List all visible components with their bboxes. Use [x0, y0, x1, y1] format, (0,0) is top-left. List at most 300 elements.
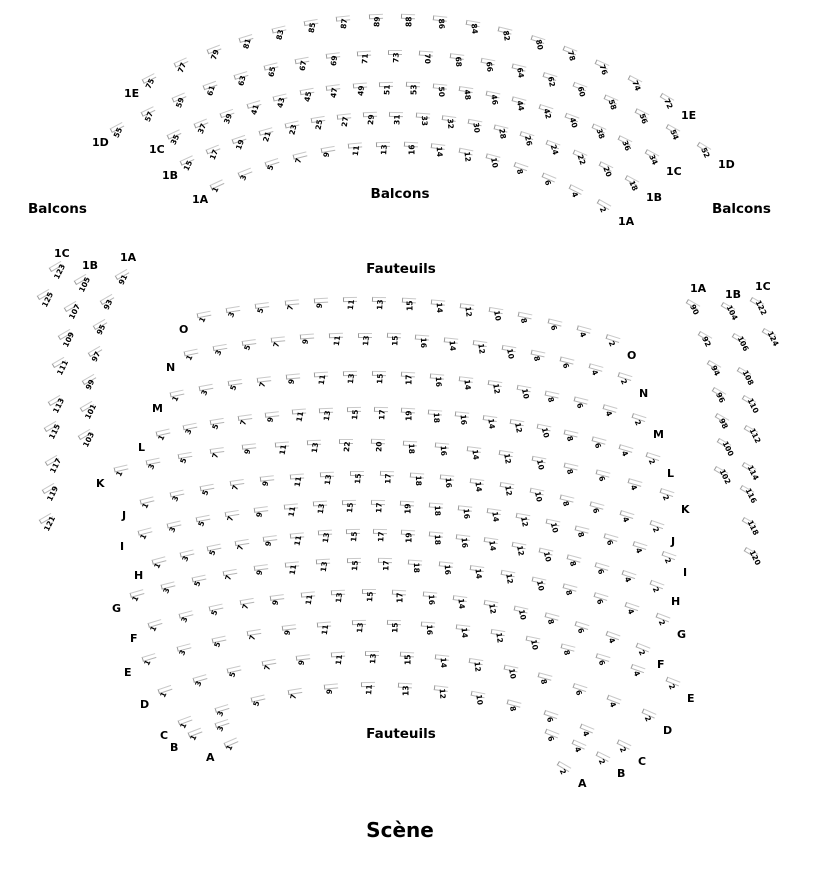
seat-1A-11[interactable]: [348, 143, 364, 159]
seat-1B-30[interactable]: [468, 120, 484, 136]
seat-1B-22[interactable]: [573, 152, 589, 168]
seat-J-2[interactable]: [650, 522, 666, 538]
seat-H-9[interactable]: [263, 536, 279, 552]
seat-1A-14[interactable]: [431, 144, 447, 160]
seat-F-4[interactable]: [606, 633, 622, 649]
seat-F-3[interactable]: [179, 612, 195, 628]
seat-J-9[interactable]: [260, 476, 276, 492]
seat-K-7[interactable]: [210, 448, 226, 464]
seat-1A-91[interactable]: [115, 272, 131, 288]
seat-H-17[interactable]: [373, 529, 389, 545]
seat-1B-110[interactable]: [742, 396, 761, 415]
seat-M-7[interactable]: [257, 377, 273, 393]
seat-M-3[interactable]: [199, 385, 215, 401]
seat-J-13[interactable]: [320, 472, 336, 488]
seat-1C-45[interactable]: [300, 89, 316, 105]
seat-D-4[interactable]: [607, 697, 623, 713]
seat-O-1[interactable]: [197, 312, 213, 328]
seat-1E-84[interactable]: [466, 21, 482, 37]
seat-1A-99[interactable]: [82, 377, 98, 393]
seat-1B-17[interactable]: [206, 147, 222, 163]
seat-1E-87[interactable]: [336, 16, 352, 32]
seat-D-2[interactable]: [642, 711, 658, 727]
seat-N-3[interactable]: [213, 345, 229, 361]
seat-M-8[interactable]: [545, 392, 561, 408]
seat-N-13[interactable]: [358, 333, 374, 349]
seat-I-10[interactable]: [546, 520, 562, 536]
seat-N-15[interactable]: [387, 333, 403, 349]
seat-J-6[interactable]: [590, 503, 606, 519]
seat-1B-20[interactable]: [599, 164, 615, 180]
seat-1C-35[interactable]: [167, 132, 183, 148]
seat-F-8[interactable]: [545, 614, 561, 630]
seat-1B-31[interactable]: [389, 112, 405, 128]
seat-J-17[interactable]: [380, 471, 396, 487]
seat-E-13[interactable]: [352, 620, 368, 636]
seat-M-14[interactable]: [459, 377, 475, 393]
seat-1D-59[interactable]: [172, 95, 188, 111]
seat-H-6[interactable]: [595, 564, 611, 580]
seat-1C-41[interactable]: [247, 102, 263, 118]
seat-M-12[interactable]: [488, 381, 504, 397]
seat-1A-98[interactable]: [715, 416, 731, 432]
seat-1C-40[interactable]: [565, 115, 581, 131]
seat-1A-94[interactable]: [707, 363, 723, 379]
seat-D-13[interactable]: [365, 651, 381, 667]
seat-1A-10[interactable]: [486, 155, 502, 171]
seat-I-18[interactable]: [429, 503, 445, 519]
seat-J-12[interactable]: [500, 483, 516, 499]
seat-1E-74[interactable]: [628, 78, 644, 94]
seat-1B-113[interactable]: [48, 396, 67, 415]
seat-1A-4[interactable]: [569, 187, 585, 203]
seat-1B-108[interactable]: [737, 368, 756, 387]
seat-N-7[interactable]: [271, 337, 287, 353]
seat-1D-55[interactable]: [110, 125, 126, 141]
seat-1B-106[interactable]: [732, 334, 751, 353]
seat-1A-95[interactable]: [93, 322, 109, 338]
seat-1B-112[interactable]: [744, 426, 763, 445]
seat-1E-75[interactable]: [142, 76, 158, 92]
seat-M-6[interactable]: [574, 398, 590, 414]
seat-K-5[interactable]: [178, 453, 194, 469]
seat-E-12[interactable]: [491, 630, 507, 646]
seat-1C-50[interactable]: [433, 84, 449, 100]
seat-1A-5[interactable]: [265, 160, 281, 176]
seat-L-9[interactable]: [265, 412, 281, 428]
seat-1B-27[interactable]: [337, 114, 353, 130]
seat-1C-42[interactable]: [539, 106, 555, 122]
seat-1A-8[interactable]: [514, 164, 530, 180]
seat-1C-122[interactable]: [750, 298, 769, 317]
seat-O-5[interactable]: [255, 303, 271, 319]
seat-B-1[interactable]: [188, 730, 204, 746]
seat-C-2[interactable]: [617, 742, 633, 758]
seat-1A-3[interactable]: [238, 170, 254, 186]
seat-I-9[interactable]: [254, 507, 270, 523]
seat-1C-38[interactable]: [592, 126, 608, 142]
seat-1B-115[interactable]: [44, 422, 63, 441]
seat-L-16[interactable]: [455, 412, 471, 428]
seat-1B-18[interactable]: [625, 178, 641, 194]
seat-G-12[interactable]: [501, 571, 517, 587]
seat-F-15[interactable]: [362, 589, 378, 605]
seat-G-10[interactable]: [532, 578, 548, 594]
seat-C-4[interactable]: [580, 726, 596, 742]
seat-1D-64[interactable]: [512, 65, 528, 81]
seat-K-4[interactable]: [628, 480, 644, 496]
seat-F-13[interactable]: [331, 590, 347, 606]
seat-1A-2[interactable]: [597, 202, 613, 218]
seat-1C-36[interactable]: [618, 138, 634, 154]
seat-1D-56[interactable]: [635, 111, 651, 127]
seat-C-7[interactable]: [288, 689, 304, 705]
seat-N-8[interactable]: [531, 351, 547, 367]
seat-I-14[interactable]: [487, 509, 503, 525]
seat-K-2[interactable]: [660, 490, 676, 506]
seat-K-16[interactable]: [435, 443, 451, 459]
seat-L-1[interactable]: [156, 430, 172, 446]
seat-F-10[interactable]: [514, 607, 530, 623]
seat-G-11[interactable]: [285, 562, 301, 578]
seat-1B-26[interactable]: [520, 133, 536, 149]
seat-J-11[interactable]: [290, 474, 306, 490]
seat-O-13[interactable]: [372, 297, 388, 313]
seat-C-13[interactable]: [398, 683, 414, 699]
seat-H-4[interactable]: [622, 572, 638, 588]
seat-1E-78[interactable]: [563, 48, 579, 64]
seat-L-13[interactable]: [319, 408, 335, 424]
seat-1D-65[interactable]: [264, 64, 280, 80]
seat-I-16[interactable]: [458, 506, 474, 522]
seat-L-10[interactable]: [537, 425, 553, 441]
seat-1C-53[interactable]: [406, 82, 422, 98]
seat-B-4[interactable]: [572, 742, 588, 758]
seat-1B-23[interactable]: [285, 122, 301, 138]
seat-M-5[interactable]: [228, 380, 244, 396]
seat-M-15[interactable]: [372, 371, 388, 387]
seat-D-9[interactable]: [296, 655, 312, 671]
seat-K-18[interactable]: [403, 441, 419, 457]
seat-G-17[interactable]: [378, 558, 394, 574]
seat-1A-16[interactable]: [404, 142, 420, 158]
seat-C-8[interactable]: [507, 701, 523, 717]
seat-I-7[interactable]: [225, 511, 241, 527]
seat-H-15[interactable]: [346, 529, 362, 545]
seat-D-8[interactable]: [538, 674, 554, 690]
seat-1A-93[interactable]: [100, 297, 116, 313]
seat-F-16[interactable]: [423, 592, 439, 608]
seat-I-15[interactable]: [342, 500, 358, 516]
seat-N-11[interactable]: [329, 333, 345, 349]
seat-G-6[interactable]: [594, 594, 610, 610]
seat-E-16[interactable]: [421, 622, 437, 638]
seat-M-4[interactable]: [603, 406, 619, 422]
seat-E-11[interactable]: [317, 622, 333, 638]
seat-1E-77[interactable]: [174, 60, 190, 76]
seat-I-12[interactable]: [516, 514, 532, 530]
seat-1D-54[interactable]: [666, 127, 682, 143]
seat-D-10[interactable]: [504, 666, 520, 682]
seat-G-7[interactable]: [223, 570, 239, 586]
seat-1D-52[interactable]: [697, 145, 713, 161]
seat-F-12[interactable]: [484, 601, 500, 617]
seat-1C-46[interactable]: [486, 92, 502, 108]
seat-H-10[interactable]: [539, 549, 555, 565]
seat-1B-29[interactable]: [363, 112, 379, 128]
seat-1D-69[interactable]: [326, 53, 342, 69]
seat-1B-19[interactable]: [232, 137, 248, 153]
seat-E-1[interactable]: [142, 655, 158, 671]
seat-1B-114[interactable]: [742, 463, 761, 482]
seat-L-3[interactable]: [183, 424, 199, 440]
seat-O-15[interactable]: [402, 298, 418, 314]
seat-F-11[interactable]: [301, 592, 317, 608]
seat-N-6[interactable]: [560, 358, 576, 374]
seat-L-12[interactable]: [510, 420, 526, 436]
seat-F-5[interactable]: [209, 605, 225, 621]
seat-1C-124[interactable]: [762, 329, 781, 348]
seat-E-3[interactable]: [177, 645, 193, 661]
seat-1A-7[interactable]: [293, 153, 309, 169]
seat-G-8[interactable]: [563, 585, 579, 601]
seat-I-8[interactable]: [575, 527, 591, 543]
seat-G-5[interactable]: [192, 576, 208, 592]
seat-1D-70[interactable]: [419, 51, 435, 67]
seat-K-13[interactable]: [307, 440, 323, 456]
seat-G-4[interactable]: [625, 604, 641, 620]
seat-1E-76[interactable]: [595, 62, 611, 78]
seat-F-9[interactable]: [270, 595, 286, 611]
seat-1D-63[interactable]: [234, 73, 250, 89]
seat-1D-61[interactable]: [203, 83, 219, 99]
seat-L-4[interactable]: [619, 446, 635, 462]
seat-1D-66[interactable]: [481, 59, 497, 75]
seat-J-15[interactable]: [350, 471, 366, 487]
seat-K-20[interactable]: [371, 439, 387, 455]
seat-I-11[interactable]: [284, 504, 300, 520]
seat-G-9[interactable]: [254, 565, 270, 581]
seat-L-17[interactable]: [374, 407, 390, 423]
seat-G-3[interactable]: [161, 583, 177, 599]
seat-1D-73[interactable]: [388, 50, 404, 66]
seat-1C-123[interactable]: [49, 262, 68, 281]
seat-1A-6[interactable]: [542, 175, 558, 191]
seat-O-11[interactable]: [343, 297, 359, 313]
seat-J-10[interactable]: [530, 489, 546, 505]
seat-K-9[interactable]: [242, 444, 258, 460]
seat-1D-57[interactable]: [141, 109, 157, 125]
seat-I-3[interactable]: [167, 522, 183, 538]
seat-1B-21[interactable]: [259, 129, 275, 145]
seat-1D-67[interactable]: [295, 58, 311, 74]
seat-L-5[interactable]: [210, 419, 226, 435]
seat-F-14[interactable]: [453, 596, 469, 612]
seat-1A-92[interactable]: [698, 334, 714, 350]
seat-J-7[interactable]: [230, 480, 246, 496]
seat-G-13[interactable]: [316, 559, 332, 575]
seat-M-1[interactable]: [170, 391, 186, 407]
seat-1E-89[interactable]: [369, 14, 385, 30]
seat-G-1[interactable]: [130, 591, 146, 607]
seat-G-18[interactable]: [408, 560, 424, 576]
seat-O-12[interactable]: [460, 304, 476, 320]
seat-E-4[interactable]: [631, 666, 647, 682]
seat-D-11[interactable]: [331, 652, 347, 668]
seat-1E-83[interactable]: [272, 27, 288, 43]
seat-E-15[interactable]: [387, 620, 403, 636]
seat-D-6[interactable]: [573, 685, 589, 701]
seat-I-19[interactable]: [400, 501, 416, 517]
seat-M-10[interactable]: [517, 386, 533, 402]
seat-O-3[interactable]: [226, 307, 242, 323]
seat-D-7[interactable]: [262, 660, 278, 676]
seat-H-5[interactable]: [207, 545, 223, 561]
seat-1A-9[interactable]: [321, 147, 337, 163]
seat-L-18[interactable]: [428, 410, 444, 426]
seat-1C-34[interactable]: [645, 152, 661, 168]
seat-N-1[interactable]: [184, 350, 200, 366]
seat-1B-105[interactable]: [74, 275, 93, 294]
seat-K-11[interactable]: [275, 442, 291, 458]
seat-J-8[interactable]: [560, 496, 576, 512]
seat-K-22[interactable]: [339, 439, 355, 455]
seat-1B-104[interactable]: [721, 303, 740, 322]
seat-L-19[interactable]: [401, 408, 417, 424]
seat-E-8[interactable]: [561, 645, 577, 661]
seat-K-6[interactable]: [596, 471, 612, 487]
seat-1D-68[interactable]: [450, 54, 466, 70]
seat-N-9[interactable]: [300, 334, 316, 350]
seat-1E-86[interactable]: [433, 16, 449, 32]
seat-1D-71[interactable]: [357, 51, 373, 67]
seat-H-14[interactable]: [484, 538, 500, 554]
seat-J-1[interactable]: [140, 498, 156, 514]
seat-H-3[interactable]: [180, 551, 196, 567]
seat-1A-1[interactable]: [210, 182, 226, 198]
seat-1C-125[interactable]: [37, 290, 56, 309]
seat-1B-120[interactable]: [744, 548, 763, 567]
seat-1B-25[interactable]: [311, 117, 327, 133]
seat-1E-72[interactable]: [660, 96, 676, 112]
seat-C-10[interactable]: [471, 692, 487, 708]
seat-H-7[interactable]: [235, 540, 251, 556]
seat-N-12[interactable]: [473, 341, 489, 357]
seat-O-9[interactable]: [314, 298, 330, 314]
seat-O-2[interactable]: [606, 336, 622, 352]
seat-1B-109[interactable]: [58, 330, 77, 349]
seat-1D-58[interactable]: [604, 97, 620, 113]
seat-K-3[interactable]: [146, 459, 162, 475]
seat-I-2[interactable]: [662, 553, 678, 569]
seat-M-16[interactable]: [430, 374, 446, 390]
seat-F-2[interactable]: [636, 645, 652, 661]
seat-1E-81[interactable]: [239, 36, 255, 52]
seat-L-2[interactable]: [646, 454, 662, 470]
seat-H-1[interactable]: [152, 558, 168, 574]
seat-O-10[interactable]: [489, 308, 505, 324]
seat-J-5[interactable]: [200, 485, 216, 501]
seat-I-5[interactable]: [196, 516, 212, 532]
seat-1C-37[interactable]: [194, 121, 210, 137]
seat-D-12[interactable]: [469, 659, 485, 675]
seat-F-7[interactable]: [240, 599, 256, 615]
seat-C-6[interactable]: [544, 712, 560, 728]
seat-B-6[interactable]: [545, 731, 561, 747]
seat-1C-44[interactable]: [512, 98, 528, 114]
seat-1E-88[interactable]: [401, 14, 417, 30]
seat-A-1[interactable]: [224, 740, 240, 756]
seat-1A-101[interactable]: [80, 402, 99, 421]
seat-L-8[interactable]: [564, 431, 580, 447]
seat-M-17[interactable]: [401, 372, 417, 388]
seat-H-12[interactable]: [512, 543, 528, 559]
seat-1C-43[interactable]: [273, 95, 289, 111]
seat-F-17[interactable]: [392, 590, 408, 606]
seat-1D-60[interactable]: [573, 84, 589, 100]
seat-1C-48[interactable]: [459, 87, 475, 103]
seat-E-7[interactable]: [247, 630, 263, 646]
seat-1B-24[interactable]: [546, 142, 562, 158]
seat-I-17[interactable]: [371, 500, 387, 516]
seat-K-14[interactable]: [467, 447, 483, 463]
seat-M-9[interactable]: [286, 374, 302, 390]
seat-F-1[interactable]: [148, 621, 164, 637]
seat-G-2[interactable]: [656, 615, 672, 631]
seat-N-5[interactable]: [242, 340, 258, 356]
seat-N-4[interactable]: [589, 365, 605, 381]
seat-1B-118[interactable]: [742, 518, 761, 537]
seat-H-16[interactable]: [456, 535, 472, 551]
seat-B-3[interactable]: [215, 721, 231, 737]
seat-K-12[interactable]: [499, 451, 515, 467]
seat-1B-116[interactable]: [740, 486, 759, 505]
seat-1B-15[interactable]: [180, 158, 196, 174]
seat-N-14[interactable]: [444, 338, 460, 354]
seat-G-14[interactable]: [470, 566, 486, 582]
seat-F-6[interactable]: [575, 623, 591, 639]
seat-1A-97[interactable]: [88, 349, 104, 365]
seat-N-16[interactable]: [415, 335, 431, 351]
seat-H-13[interactable]: [318, 530, 334, 546]
seat-1C-49[interactable]: [353, 83, 369, 99]
seat-A-2[interactable]: [557, 764, 573, 780]
seat-1A-96[interactable]: [712, 390, 728, 406]
seat-K-1[interactable]: [114, 466, 130, 482]
seat-H-18[interactable]: [429, 532, 445, 548]
seat-1A-12[interactable]: [459, 149, 475, 165]
seat-I-1[interactable]: [138, 529, 154, 545]
seat-L-11[interactable]: [292, 409, 308, 425]
seat-L-14[interactable]: [483, 416, 499, 432]
seat-D-5[interactable]: [227, 667, 243, 683]
seat-1B-28[interactable]: [494, 126, 510, 142]
seat-J-4[interactable]: [620, 512, 636, 528]
seat-M-13[interactable]: [343, 371, 359, 387]
seat-D-14[interactable]: [435, 655, 451, 671]
seat-1C-51[interactable]: [379, 82, 395, 98]
seat-N-10[interactable]: [502, 346, 518, 362]
seat-E-2[interactable]: [666, 679, 682, 695]
seat-E-5[interactable]: [212, 637, 228, 653]
seat-1E-82[interactable]: [498, 28, 514, 44]
seat-1A-100[interactable]: [717, 439, 736, 458]
seat-L-6[interactable]: [592, 438, 608, 454]
seat-1E-79[interactable]: [207, 47, 223, 63]
seat-1A-102[interactable]: [714, 467, 733, 486]
seat-C-12[interactable]: [434, 686, 450, 702]
seat-G-15[interactable]: [347, 558, 363, 574]
